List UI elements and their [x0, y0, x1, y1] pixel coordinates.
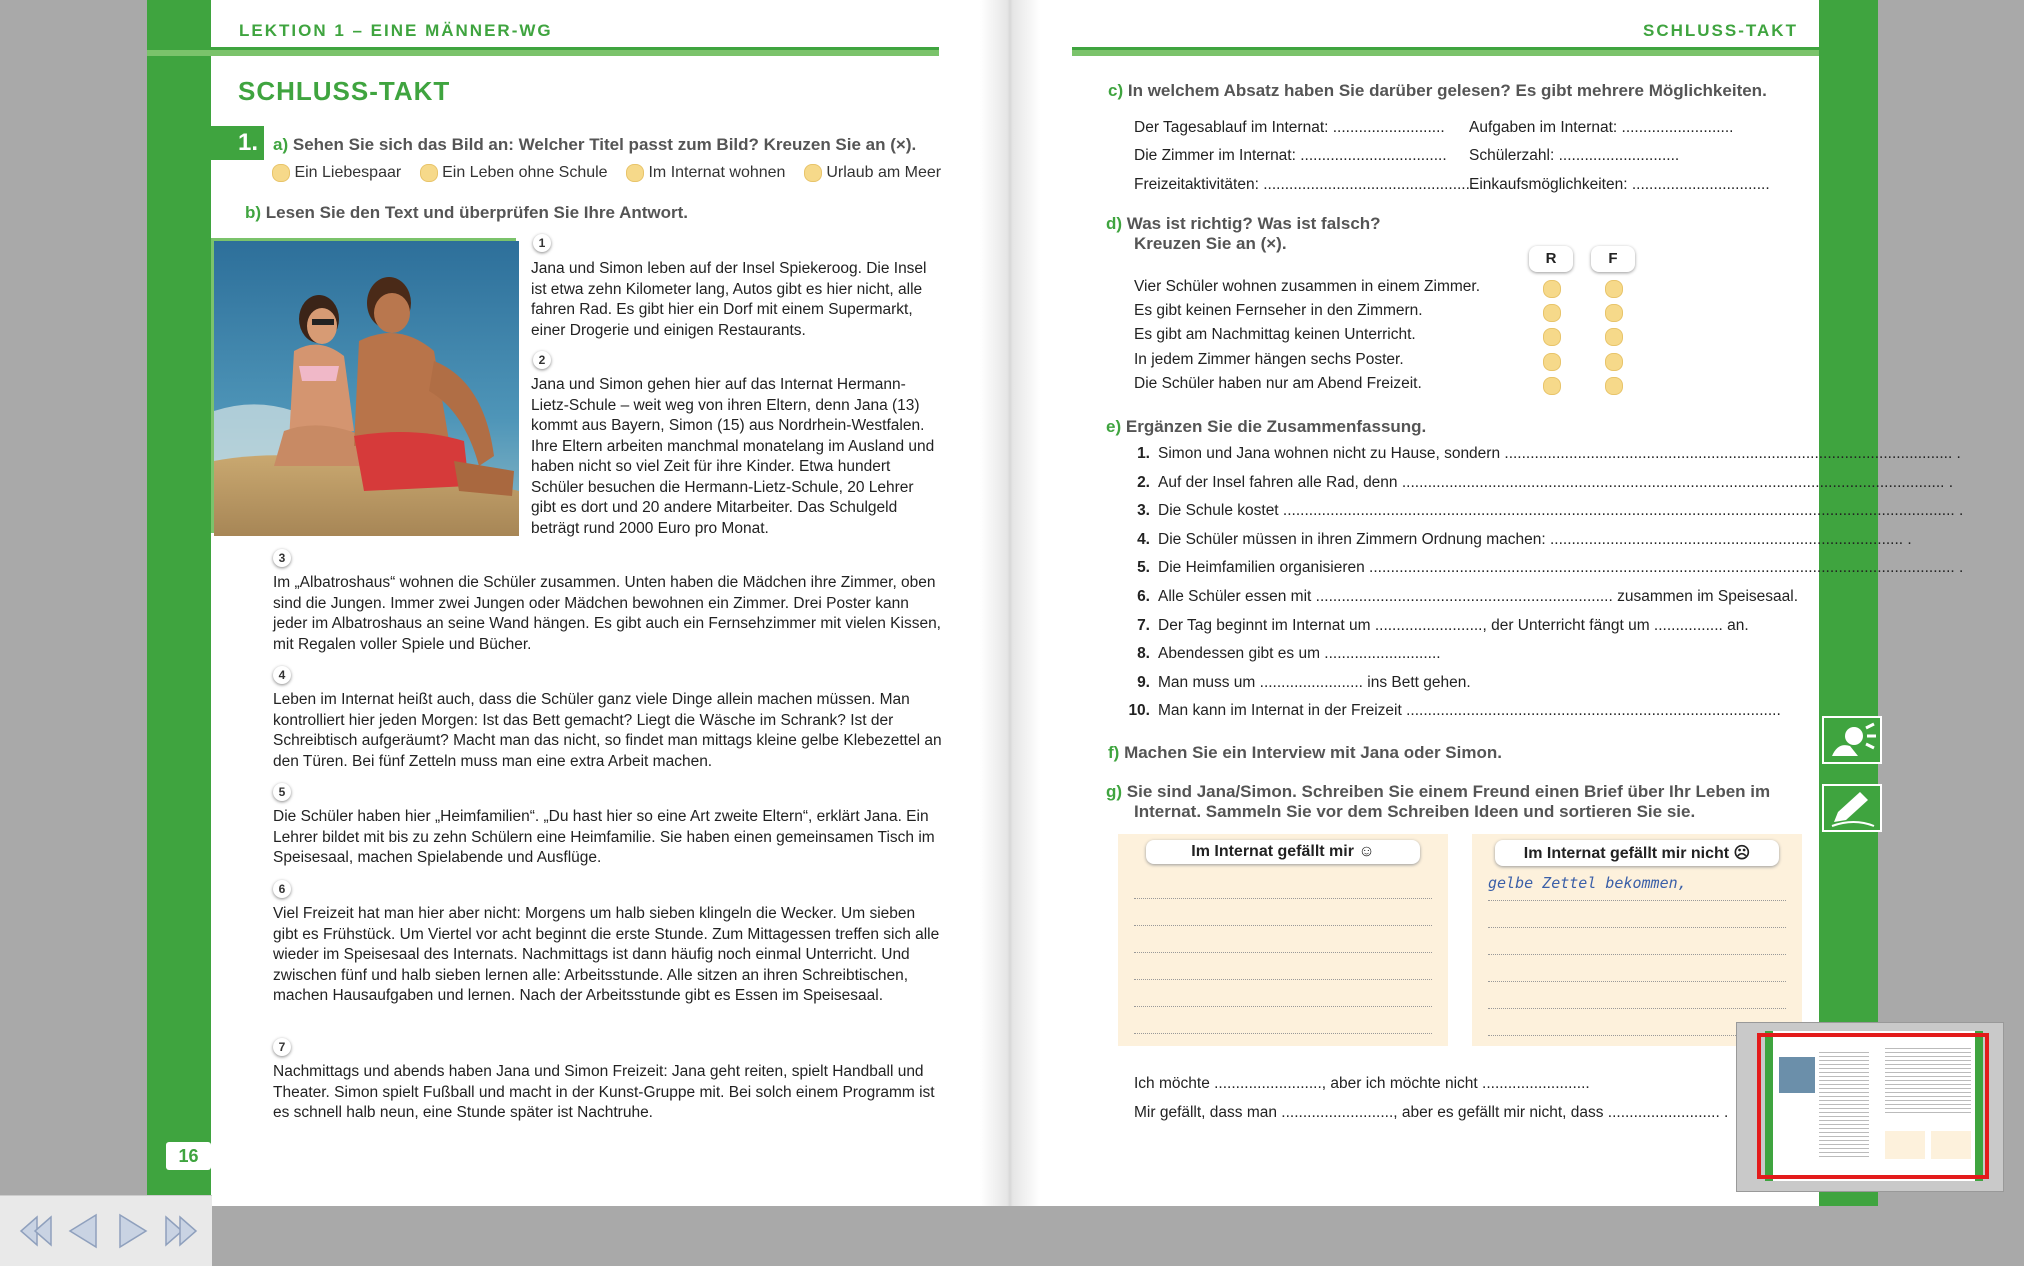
question-f-text: Machen Sie ein Interview mit Jana oder Simon.: [1124, 743, 1502, 762]
option-4-label: Urlaub am Meer: [826, 164, 942, 182]
c-item-2: Aufgaben im Internat: ..........................: [1469, 119, 1734, 136]
question-c-text: In welchem Absatz haben Sie darüber gelesen? Es gibt mehrere Möglichkeiten.: [1127, 81, 1767, 100]
d-statement-4: In jedem Zimmer hängen sechs Poster.: [1134, 351, 1404, 368]
c-item-1: Der Tagesablauf im Internat: ..........................: [1134, 119, 1445, 136]
e-item-2: 2. Auf der Insel fahren alle Rad, denn .............................................................................................................................. .: [1137, 473, 1954, 491]
last-page-glyph: [162, 1212, 200, 1250]
writing-icon-glyph: [1824, 786, 1880, 830]
question-a-text: Sehen Sie sich das Bild an: Welcher Titel passt zum Bild? Kreuzen Sie an (×).: [292, 135, 917, 154]
d3-r-checkbox[interactable]: [1543, 328, 1561, 346]
column-head-r: R: [1529, 246, 1573, 272]
note-likes-title: Im Internat gefällt mir ☺: [1146, 840, 1420, 864]
previous-page-icon[interactable]: [64, 1212, 102, 1250]
last-page-icon[interactable]: [162, 1212, 200, 1250]
e-item-5: 5. Die Heimfamilien organisieren ........................................................................................................................................ .: [1137, 559, 1964, 577]
c-item-4: Schülerzahl: ............................: [1469, 147, 1680, 164]
g-sentence-1: Ich möchte ........................., aber ich möchte nicht .........................: [1134, 1075, 1590, 1092]
g-sentence-2: Mir gefällt, dass man .........................., aber es gefällt mir nicht, dass .......................... .: [1134, 1104, 1729, 1121]
handwritten-entry: gelbe Zettel bekommen,: [1488, 874, 1687, 892]
c-item-6: Einkaufsmöglichkeiten: ................................: [1469, 176, 1770, 193]
first-page-icon[interactable]: [17, 1212, 55, 1250]
note-dislikes-lines[interactable]: [1472, 866, 1802, 1036]
question-f-label: f): [1108, 743, 1120, 762]
question-d-text-1: Was ist richtig? Was ist falsch?: [1126, 214, 1381, 233]
paragraph-number-5: 5: [273, 783, 291, 801]
question-g-text-1: Sie sind Jana/Simon. Schreiben Sie einem Freund einen Brief über Ihr Leben im: [1126, 782, 1771, 801]
d4-r-checkbox[interactable]: [1543, 353, 1561, 371]
d5-f-checkbox[interactable]: [1605, 377, 1623, 395]
note-dislikes: [1472, 834, 1802, 1046]
question-c-label: c): [1108, 81, 1124, 100]
next-page-icon[interactable]: [114, 1212, 152, 1250]
d4-f-checkbox[interactable]: [1605, 353, 1623, 371]
question-d: [1106, 214, 1381, 254]
question-e: [1106, 417, 1426, 437]
paragraph-number-3: 3: [273, 549, 291, 567]
page-number: 16: [166, 1142, 211, 1170]
option-3-checkbox[interactable]: [626, 164, 644, 182]
next-page-glyph: [114, 1212, 152, 1250]
d-statement-2: Es gibt keinen Fernseher in den Zimmern.: [1134, 302, 1423, 319]
column-head-f: F: [1591, 246, 1635, 272]
question-a-label: a): [273, 135, 289, 154]
note-likes-lines[interactable]: [1118, 864, 1448, 1034]
c-item-3: Die Zimmer im Internat: ..................................: [1134, 147, 1447, 164]
first-page-glyph: [17, 1212, 55, 1250]
d2-r-checkbox[interactable]: [1543, 304, 1561, 322]
e-item-7: 7. Der Tag beginnt im Internat um ........................., der Unterricht fängt um ................ an.: [1137, 616, 1749, 634]
d-statement-3: Es gibt am Nachmittag keinen Unterricht.: [1134, 326, 1416, 343]
speaking-icon[interactable]: [1822, 716, 1882, 764]
question-b-label: b): [245, 203, 262, 222]
d3-f-checkbox[interactable]: [1605, 328, 1623, 346]
writing-icon[interactable]: [1822, 784, 1882, 832]
question-a-options: [272, 164, 941, 182]
d-statement-1: Vier Schüler wohnen zusammen in einem Zimmer.: [1134, 278, 1481, 295]
d5-r-checkbox[interactable]: [1543, 377, 1561, 395]
e-item-10: 10. Man kann im Internat in der Freizeit .......................................................................................: [1128, 702, 1781, 720]
previous-page-glyph: [64, 1212, 102, 1250]
question-c: [1108, 81, 1767, 101]
paragraph-number-1: 1: [533, 234, 551, 252]
e-item-3: 3. Die Schule kostet ............................................................................................................................................................ .: [1137, 502, 1964, 520]
question-a: [273, 135, 916, 155]
thumbnail-viewport-frame[interactable]: [1757, 1033, 1989, 1179]
c-item-5: Freizeitaktivitäten: .................................................: [1134, 176, 1475, 193]
paragraph-number-4: 4: [273, 666, 291, 684]
header-rule-right: [1072, 47, 1819, 56]
speaking-icon-glyph: [1824, 718, 1880, 762]
question-d-text-2: Kreuzen Sie an (×).: [1134, 234, 1287, 253]
paragraph-4: Leben im Internat heißt auch, dass die Schüler ganz viele Dinge allein machen müssen. Man kontrolliert hier jeden Morgen: Ist das Bett gemacht? Liegt die Wäsche im Schrank? Ist der Schreibtisch aufgeräumt? Macht man das nicht, so findet man mittags kleine gelbe Klebezettel an den Türen. Bei fünf Zetteln muss man eine extra Arbeit machen.: [273, 691, 942, 770]
d1-r-checkbox[interactable]: [1543, 280, 1561, 298]
paragraph-1: Jana und Simon leben auf der Insel Spiekeroog. Die Insel ist etwa zehn Kilometer lang, Autos gibt es hier nicht, alle fahren Rad. Es gibt hier ein Dorf mit einem Supermarkt, einer Drogerie und einigen Restaurants.: [531, 260, 927, 339]
option-1-label: Ein Liebespaar: [294, 164, 402, 182]
e-item-9: 9. Man muss um ........................ ins Bett gehen.: [1137, 673, 1471, 691]
d-statement-5: Die Schüler haben nur am Abend Freizeit.: [1134, 375, 1422, 392]
option-3-label: Im Internat wohnen: [648, 164, 786, 182]
option-2-checkbox[interactable]: [420, 164, 438, 182]
running-head-right: SCHLUSS-TAKT: [1643, 21, 1798, 40]
option-4-checkbox[interactable]: [804, 164, 822, 182]
e-item-1: 1. Simon und Jana wohnen nicht zu Hause, sondern ........................................................................................................ .: [1137, 445, 1961, 462]
left-page-margin-band: [147, 0, 211, 1206]
option-1-checkbox[interactable]: [272, 164, 290, 182]
paragraph-number-2: 2: [533, 351, 551, 369]
paragraph-number-7: 7: [273, 1038, 291, 1056]
e-item-4: 4. Die Schüler müssen in ihren Zimmern Ordnung machen: .................................................................................. .: [1137, 530, 1912, 548]
page-title: SCHLUSS-TAKT: [238, 76, 451, 106]
question-e-label: e): [1106, 417, 1122, 436]
e-list: [1124, 445, 1964, 731]
question-g-label: g): [1106, 782, 1123, 801]
e-item-6: 6. Alle Schüler essen mit ..................................................................... zusammen im Speisesaal.: [1137, 587, 1799, 605]
page-thumbnail-navigator[interactable]: [1736, 1022, 2004, 1192]
paragraph-number-6: 6: [273, 880, 291, 898]
d2-f-checkbox[interactable]: [1605, 304, 1623, 322]
header-rule-left: [147, 47, 939, 56]
task-number-badge: 1.: [211, 126, 264, 160]
paragraph-3: Im „Albatroshaus“ wohnen die Schüler zusammen. Unten haben die Mädchen ihre Zimmer, oben sind die Jungen. Immer zwei Jungen oder Mädchen bewohnen ein Zimmer. Drei Poster kann jeder im Albatroshaus an seine Wand hängen. Es gibt auch ein Fernsehzimmer mit vielen Kissen, mit Regalen voller Spiele und Bücher.: [273, 574, 941, 653]
d1-f-checkbox[interactable]: [1605, 280, 1623, 298]
paragraph-7: Nachmittags und abends haben Jana und Simon Freizeit: Jana geht reiten, spielt Handball und Theater. Simon spielt Fußball und macht in der Kunst-Gruppe mit. Bei solch einem Programm ist es schnell halb neun, eine Stunde später ist Nachtruhe.: [273, 1063, 935, 1121]
question-g-text-2: Internat. Sammeln Sie vor dem Schreiben Ideen und sortieren Sie sie.: [1134, 802, 1696, 821]
running-head-left: LEKTION 1 – EINE MÄNNER-WG: [239, 21, 553, 40]
book-gutter: [980, 0, 1040, 1206]
question-d-label: d): [1106, 214, 1123, 233]
question-g: [1106, 782, 1770, 822]
note-likes: [1118, 834, 1448, 1046]
question-b-text: Lesen Sie den Text und überprüfen Sie Ihre Antwort.: [265, 203, 689, 222]
paragraph-5: Die Schüler haben hier „Heimfamilien“. „Du hast hier so eine Art zweite Eltern“, erklärt Jana. Ein Lehrer bildet mit bis zu zehn Schülern eine Heimfamilie. Sie haben einen gemeinsamen Tisch im Speisesaal, machen Spielabende und Ausflüge.: [273, 808, 935, 866]
e-item-8: 8. Abendessen gibt es um ...........................: [1137, 645, 1441, 663]
beach-photo-image: [214, 241, 519, 536]
note-dislikes-title: Im Internat gefällt mir nicht ☹: [1495, 840, 1779, 866]
option-2-label: Ein Leben ohne Schule: [442, 164, 608, 182]
paragraph-2: Jana und Simon gehen hier auf das Internat Hermann-Lietz-Schule – weit weg von ihren Eltern, denn Jana (13) kommt aus Bayern, Simon (15) aus Nordrhein-Westfalen. Ihre Eltern arbeiten manchmal monatelang im Ausland und haben nicht so viel Zeit für ihre Kinder. Etwa hundert Schüler besuchen die Hermann-Lietz-Schule, 20 Lehrer gibt es dort und 20 andere Mitarbeiter. Das Schulgeld beträgt rund 2000 Euro pro Monat.: [531, 376, 935, 537]
question-f: [1108, 743, 1502, 763]
question-e-text: Ergänzen Sie die Zusammenfassung.: [1125, 417, 1427, 436]
paragraph-6: Viel Freizeit hat man hier aber nicht: Morgens um halb sieben klingeln die Wecker. Um sieben gibt es Frühstück. Um Viertel vor acht beginnt die erste Stunde. Zum Mittagessen treffen sich alle wieder im Speisesaal des Internats. Nachmittags ist dann häufig noch einmal Unterricht. Und zwischen fünf und halb sieben lernen alle: Arbeitsstunde. Alle sitzen an ihren Schreibtischen, machen Hausaufgaben und lernen. Nach der Arbeitsstunde gibt es Essen im Speisesaal.: [273, 905, 940, 1004]
question-b: [245, 203, 688, 223]
beach-photo: [211, 238, 516, 533]
